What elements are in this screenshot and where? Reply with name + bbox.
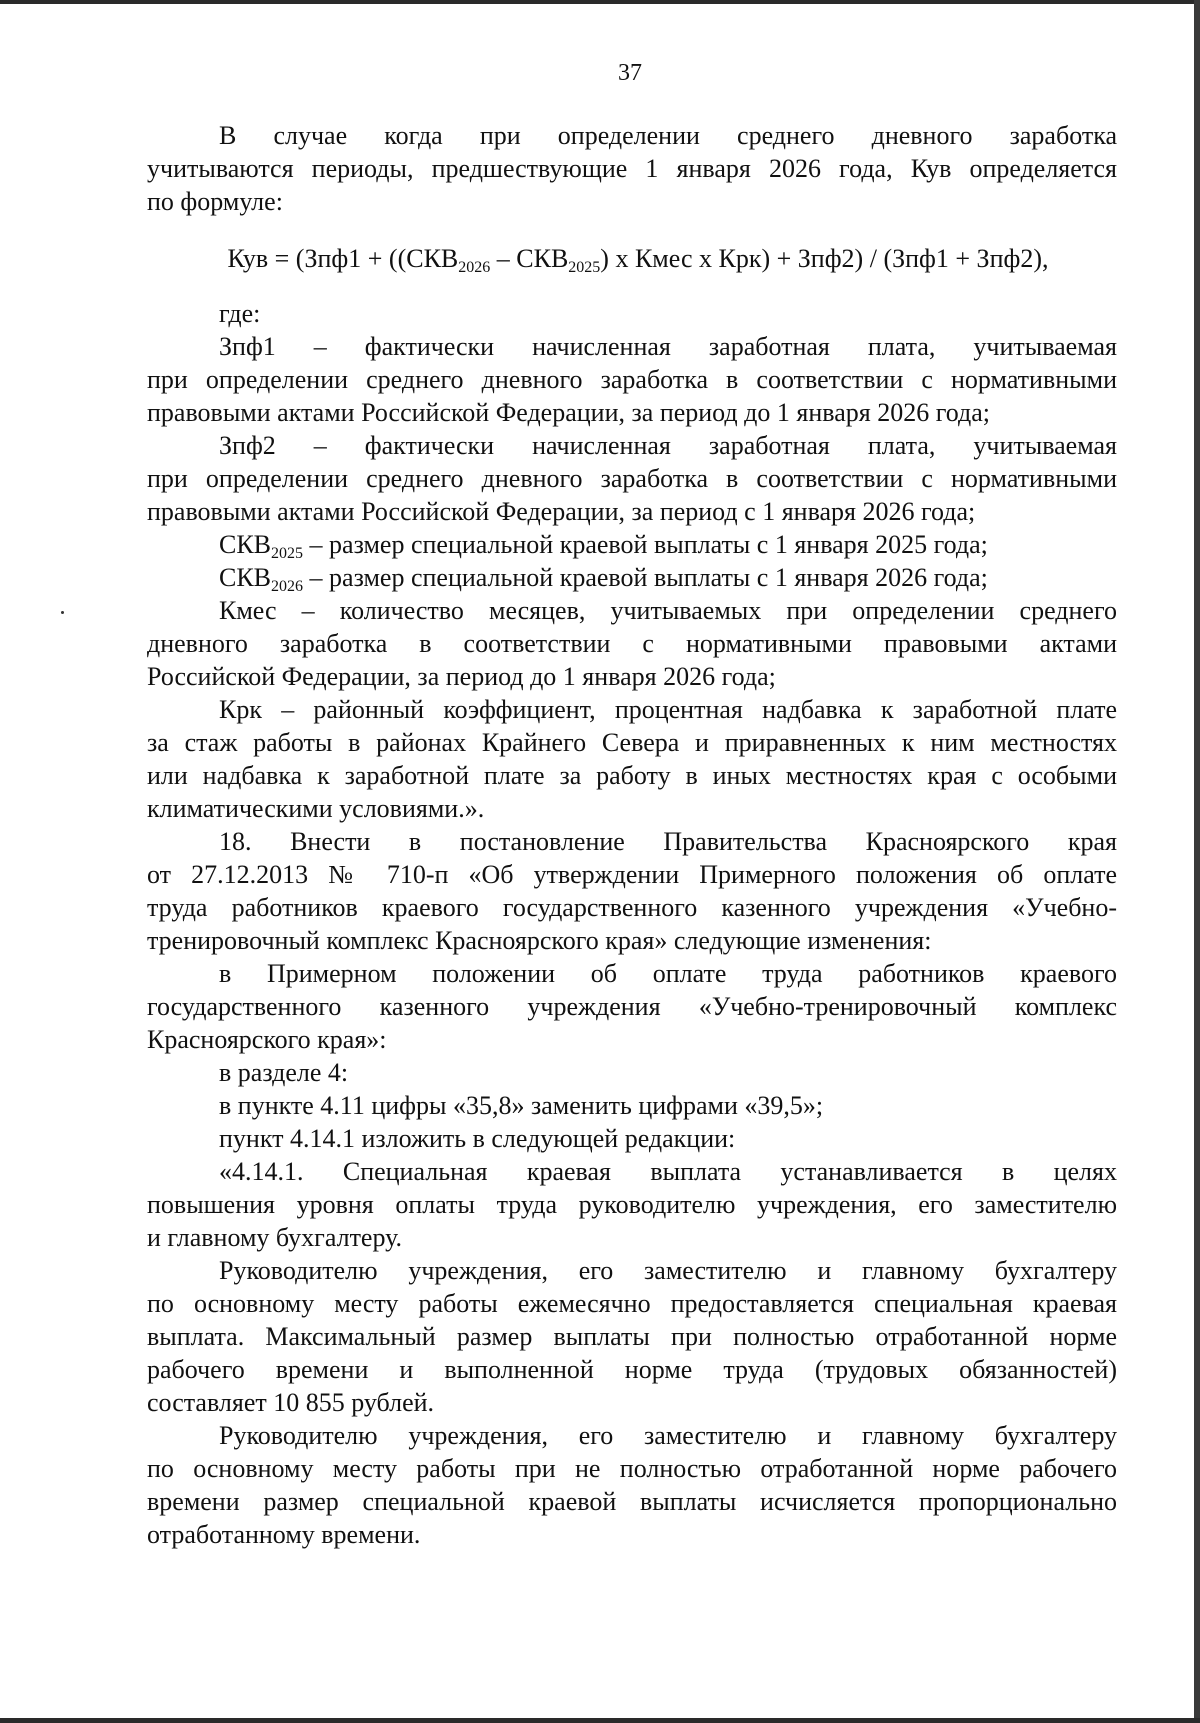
head-partial-line-4: отработанному времени. bbox=[147, 1520, 421, 1549]
head-payment-line-3: выплата. Максимальный размер выплаты при полностью отработанной норме bbox=[147, 1322, 1117, 1351]
zpf1-line-1: Зпф1 – фактически начисленная заработная плата, учитываемая bbox=[219, 332, 1117, 361]
zpf2-line-1: Зпф2 – фактически начисленная заработная плата, учитываемая bbox=[219, 431, 1117, 460]
zpf2-line-2: при определении среднего дневного заработка в соответствии с нормативными bbox=[147, 464, 1117, 493]
point-18-line-3: труда работников краевого государственного казенного учреждения «Учебно- bbox=[147, 893, 1117, 922]
formula-part-3: ) х Кмес х Крк) + Зпф2) / (Зпф1 + Зпф2), bbox=[600, 244, 1049, 273]
point-4-14-1-line-1: «4.14.1. Специальная краевая выплата устанавливается в целях bbox=[219, 1157, 1117, 1186]
head-partial-line-2: по основному месту работы при не полностью отработанной норме рабочего bbox=[147, 1454, 1117, 1483]
skv2025-name: СКВ bbox=[219, 530, 272, 559]
head-partial-line-3: времени размер специальной краевой выплаты исчисляется пропорционально bbox=[147, 1487, 1117, 1516]
intro-line-3: по формуле: bbox=[147, 187, 283, 216]
skv2025-sub: 2025 bbox=[271, 545, 304, 562]
scan-speck bbox=[61, 611, 64, 614]
krk-line-2: за стаж работы в районах Крайнего Севера и приравненных к ним местностях bbox=[147, 728, 1117, 757]
scan-border-top bbox=[0, 0, 1200, 4]
point-4-11-change: в пункте 4.11 цифры «35,8» заменить цифрами «39,5»; bbox=[219, 1091, 824, 1120]
where-label: где: bbox=[219, 299, 261, 328]
formula-sub-2025: 2025 bbox=[568, 259, 601, 276]
head-payment-line-1: Руководителю учреждения, его заместителю и главному бухгалтеру bbox=[219, 1256, 1117, 1285]
kmes-line-3: Российской Федерации, за период до 1 января 2026 года; bbox=[147, 662, 776, 691]
formula-sub-2026: 2026 bbox=[458, 259, 491, 276]
formula-kuv bbox=[147, 242, 1117, 275]
zpf1-line-3: правовыми актами Российской Федерации, за период до 1 января 2026 года; bbox=[147, 398, 990, 427]
skv2026-text: – размер специальной краевой выплаты с 1 января 2026 года; bbox=[303, 563, 988, 592]
page-number: 37 bbox=[618, 60, 642, 86]
formula-part-2: – СКВ bbox=[490, 244, 569, 273]
point-4-14-1-line-2: повышения уровня оплаты труда руководителю учреждения, его заместителю bbox=[147, 1190, 1117, 1219]
head-payment-line-5: составляет 10 855 рублей. bbox=[147, 1388, 435, 1417]
point-18-line-2: от 27.12.2013 № 710-п «Об утверждении Примерного положения об оплате bbox=[147, 860, 1117, 889]
point-4-14-1-intro: пункт 4.14.1 изложить в следующей редакции: bbox=[219, 1124, 736, 1153]
intro-line-2: учитываются периоды, предшествующие 1 января 2026 года, Кув определяется bbox=[147, 154, 1117, 183]
skv2025-definition bbox=[147, 528, 1117, 561]
document-body bbox=[147, 119, 1117, 1551]
scan-border-bottom bbox=[0, 1718, 1200, 1723]
krk-line-4: климатическими условиями.». bbox=[147, 794, 485, 823]
krk-line-3: или надбавка к заработной плате за работу в иных местностях края с особыми bbox=[147, 761, 1117, 790]
point-4-14-1-line-3: и главному бухгалтеру. bbox=[147, 1223, 403, 1252]
point-18-line-1: 18. Внести в постановление Правительства Красноярского края bbox=[219, 827, 1117, 856]
kmes-line-2: дневного заработка в соответствии с нормативными правовыми актами bbox=[147, 629, 1117, 658]
krk-line-1: Крк – районный коэффициент, процентная надбавка к заработной плате bbox=[219, 695, 1117, 724]
point-18-line-4: тренировочный комплекс Красноярского края» следующие изменения: bbox=[147, 926, 932, 955]
intro-line-1: В случае когда при определении среднего дневного заработка bbox=[219, 121, 1117, 150]
in-regulation-line-1: в Примерном положении об оплате труда работников краевого bbox=[219, 959, 1117, 988]
head-partial-line-1: Руководителю учреждения, его заместителю и главному бухгалтеру bbox=[219, 1421, 1117, 1450]
head-payment-line-4: рабочего времени и выполненной норме труда (трудовых обязанностей) bbox=[147, 1355, 1117, 1384]
section-4-label: в разделе 4: bbox=[219, 1058, 349, 1087]
in-regulation-line-3: Красноярского края»: bbox=[147, 1025, 387, 1054]
skv2025-text: – размер специальной краевой выплаты с 1 января 2025 года; bbox=[303, 530, 988, 559]
kmes-line-1: Кмес – количество месяцев, учитываемых при определении среднего bbox=[219, 596, 1117, 625]
in-regulation-line-2: государственного казенного учреждения «Учебно-тренировочный комплекс bbox=[147, 992, 1117, 1021]
skv2026-name: СКВ bbox=[219, 563, 272, 592]
formula-part-1: Кув = (Зпф1 + ((СКВ bbox=[227, 244, 459, 273]
zpf1-line-2: при определении среднего дневного заработка в соответствии с нормативными bbox=[147, 365, 1117, 394]
head-payment-line-2: по основному месту работы ежемесячно предоставляется специальная краевая bbox=[147, 1289, 1117, 1318]
zpf2-line-3: правовыми актами Российской Федерации, за период с 1 января 2026 года; bbox=[147, 497, 976, 526]
skv2026-sub: 2026 bbox=[271, 578, 304, 595]
skv2026-definition bbox=[147, 561, 1117, 594]
scan-border-right bbox=[1194, 0, 1200, 1723]
